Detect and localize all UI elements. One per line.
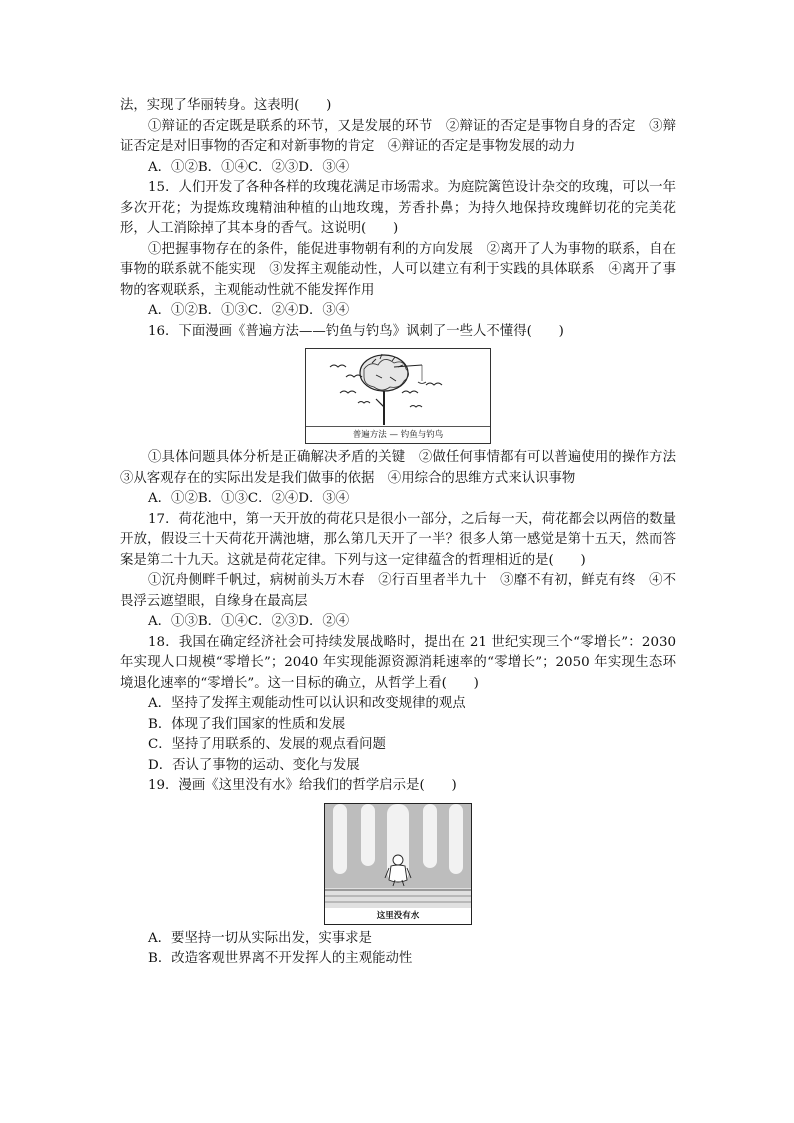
- q19-stem: 19．漫画《这里没有水》给我们的哲学启示是( ): [148, 778, 457, 793]
- q15-statements: ①把握事物存在的条件，能促进事物朝有利的方向发展 ②离开了人为事物的联系，自在事物的联系就不能实现 ③发挥主观能动性，人可以建立有利于实践的具体联系 ④离开了事物的客观联系，主观能动性就不能发挥作用: [120, 241, 676, 298]
- q16-statements: ①具体问题具体分析是正确解决矛盾的关键 ②做任何事情都有可以普遍使用的操作方法 ③从客观存在的实际出发是我们做事的依据 ④用综合的思维方式来认识事物: [120, 450, 690, 486]
- q17-statements: ①沉舟侧畔千帆过，病树前头万木春 ②行百里者半九十 ③靡不有初，鲜克有终 ④不畏浮云遮望眼，自缘身在最高层: [120, 573, 676, 609]
- exam-content: [120, 96, 690, 970]
- q18-option-c: C．坚持了用联系的、发展的观点看问题: [148, 737, 386, 752]
- q15-options: A．①②B．①③C．②④D．③④: [148, 303, 350, 318]
- q15-stem: 15．人们开发了各种各样的玫瑰花满足市场需求。为庭院篱笆设计杂交的玫瑰，可以一年多次开花；为提炼玫瑰精油种植的山地玫瑰，芳香扑鼻；为持久地保持玫瑰鲜切花的完美花形，人工消除掉了其本身的香气。这说明( ): [120, 180, 676, 236]
- q14-stem-tail: 法，实现了华丽转身。这表明( ): [120, 98, 332, 113]
- q19-figure: [120, 803, 676, 925]
- q16-figure: [120, 348, 676, 444]
- q17-stem: 17．荷花池中，第一天开放的荷花只是很小一部分，之后每一天，荷花都会以两倍的数量开放，假设三十天荷花开满池塘，那么第几天开了一半？很多人第一感觉是第十五天，然而答案是第二十九天。这就是荷花定律。下列与这一定律蕴含的哲理相近的是( ): [120, 511, 676, 568]
- q19-option-b: B．改造客观世界离不开发挥人的主观能动性: [148, 951, 413, 966]
- cartoon-caption: 普遍方法 — 钓鱼与钓鸟: [306, 426, 490, 443]
- q18-option-a: A．坚持了发挥主观能动性可以认识和改变规律的观点: [148, 696, 466, 711]
- q14-options: A．①②B．①④C．②③D．③④: [148, 159, 350, 175]
- cartoon-no-water: [324, 803, 472, 925]
- q14-statements: ①辩证的否定既是联系的环节，又是发展的环节 ②辩证的否定是事物自身的否定 ③辩证否定是对旧事物的否定和对新事物的肯定 ④辩证的否定是事物发展的动力: [120, 118, 676, 154]
- q18-option-b: B．体现了我们国家的性质和发展: [148, 716, 346, 732]
- cartoon-caption: 这里没有水: [376, 910, 420, 921]
- q17-options: A．①③B．①④C．②③D．②④: [148, 614, 350, 629]
- q16-stem: 16．下面漫画《普遍方法——钓鱼与钓鸟》讽刺了一些人不懂得( ): [148, 323, 564, 339]
- q19-option-a: A．要坚持一切从实际出发，实事求是: [148, 930, 372, 946]
- tree-birds-illustration: [306, 349, 490, 427]
- desert-columns-illustration: [325, 804, 471, 908]
- cartoon-fishing-birds: [305, 348, 491, 444]
- q16-options: A．①②B．①③C．②④D．③④: [148, 491, 350, 506]
- q18-option-d: D．否认了事物的运动、变化与发展: [148, 757, 360, 773]
- q18-stem: 18．我国在确定经济社会可持续发展战略时，提出在 21 世纪实现三个“零增长”：2030 年实现人口规模“零增长”；2040 年实现能源资源消耗速率的“零增长”；2050 年实现生态环境退化速率的“零增长”。这一目标的确立，从哲学上看( ): [120, 634, 676, 691]
